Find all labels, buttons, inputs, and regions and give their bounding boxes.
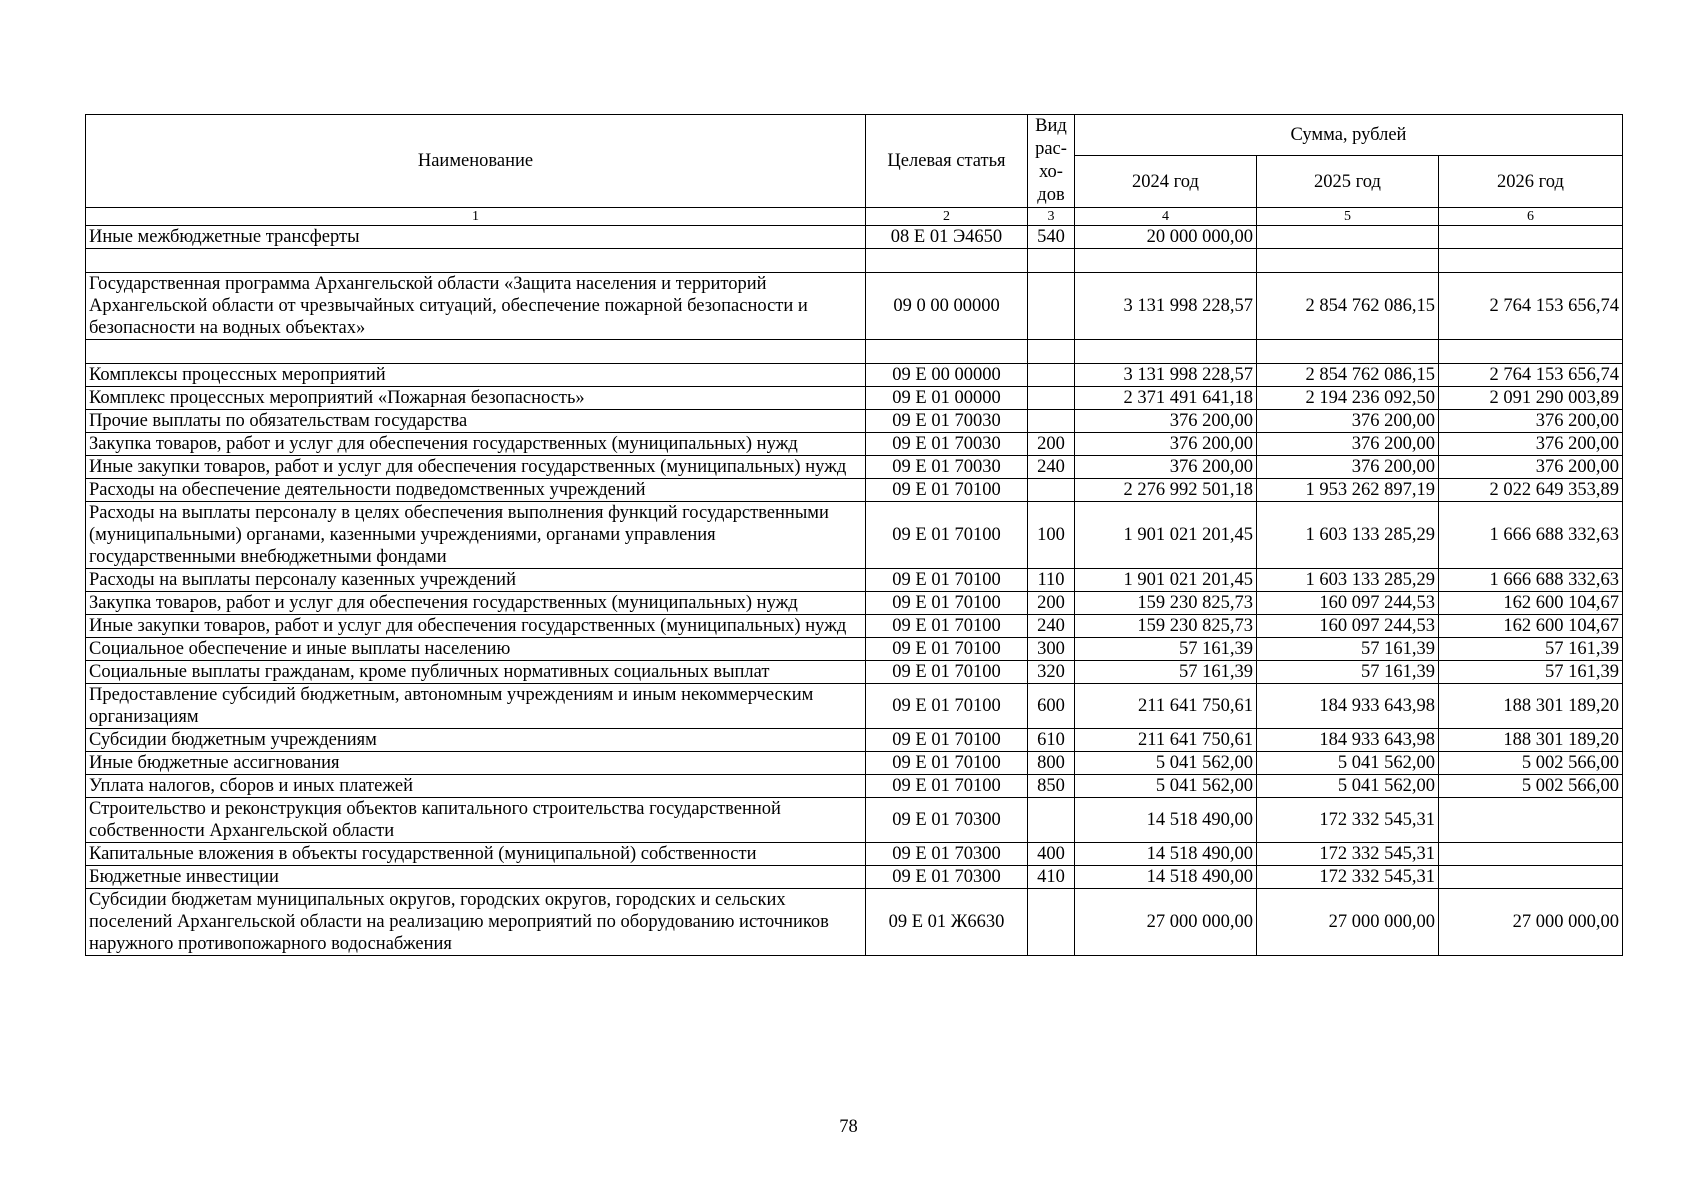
row-sum-2024: 376 200,00 bbox=[1075, 410, 1257, 433]
row-sum-2026: 27 000 000,00 bbox=[1439, 889, 1623, 956]
row-sum-2024 bbox=[1075, 340, 1257, 364]
row-sum-2024: 2 371 491 641,18 bbox=[1075, 387, 1257, 410]
row-sum-2025: 160 097 244,53 bbox=[1257, 615, 1439, 638]
row-expense-kind bbox=[1028, 273, 1075, 340]
row-sum-2025: 376 200,00 bbox=[1257, 433, 1439, 456]
row-sum-2024: 211 641 750,61 bbox=[1075, 684, 1257, 729]
row-sum-2024: 3 131 998 228,57 bbox=[1075, 364, 1257, 387]
row-target-article: 09 Е 01 70100 bbox=[866, 569, 1028, 592]
row-sum-2026 bbox=[1439, 843, 1623, 866]
table-row bbox=[86, 729, 1623, 752]
row-target-article: 09 Е 01 70100 bbox=[866, 502, 1028, 569]
table-row bbox=[86, 410, 1623, 433]
row-expense-kind bbox=[1028, 364, 1075, 387]
header-sum: Сумма, рублей bbox=[1075, 115, 1623, 156]
row-sum-2025: 172 332 545,31 bbox=[1257, 798, 1439, 843]
column-number: 1 bbox=[86, 208, 866, 226]
row-sum-2024: 5 041 562,00 bbox=[1075, 752, 1257, 775]
table-row bbox=[86, 889, 1623, 956]
row-sum-2026: 2 022 649 353,89 bbox=[1439, 479, 1623, 502]
row-name: Уплата налогов, сборов и иных платежей bbox=[86, 775, 866, 798]
header-expense-kind: Вид рас-хо-дов bbox=[1028, 115, 1075, 208]
table-row bbox=[86, 569, 1623, 592]
row-name: Прочие выплаты по обязательствам государства bbox=[86, 410, 866, 433]
spacer-row bbox=[86, 340, 1623, 364]
row-expense-kind: 240 bbox=[1028, 615, 1075, 638]
row-target-article: 09 Е 00 00000 bbox=[866, 364, 1028, 387]
row-sum-2025: 5 041 562,00 bbox=[1257, 752, 1439, 775]
row-name: Закупка товаров, работ и услуг для обеспечения государственных (муниципальных) нужд bbox=[86, 592, 866, 615]
row-target-article: 09 Е 01 70100 bbox=[866, 729, 1028, 752]
row-sum-2025: 172 332 545,31 bbox=[1257, 843, 1439, 866]
table-row bbox=[86, 866, 1623, 889]
row-expense-kind: 320 bbox=[1028, 661, 1075, 684]
row-sum-2024: 57 161,39 bbox=[1075, 638, 1257, 661]
row-sum-2025: 1 603 133 285,29 bbox=[1257, 569, 1439, 592]
row-expense-kind: 300 bbox=[1028, 638, 1075, 661]
row-sum-2024 bbox=[1075, 249, 1257, 273]
row-target-article bbox=[866, 249, 1028, 273]
table-row bbox=[86, 752, 1623, 775]
row-sum-2026: 1 666 688 332,63 bbox=[1439, 502, 1623, 569]
row-expense-kind: 410 bbox=[1028, 866, 1075, 889]
row-target-article: 09 Е 01 70100 bbox=[866, 615, 1028, 638]
row-target-article: 09 Е 01 00000 bbox=[866, 387, 1028, 410]
header-year-2025: 2025 год bbox=[1257, 156, 1439, 208]
table-row bbox=[86, 387, 1623, 410]
row-target-article: 09 Е 01 70100 bbox=[866, 479, 1028, 502]
row-target-article: 09 Е 01 70100 bbox=[866, 775, 1028, 798]
row-sum-2026: 2 764 153 656,74 bbox=[1439, 364, 1623, 387]
row-name: Государственная программа Архангельской области «Защита населения и территорий Архангельской области от чрезвычайных ситуаций, обеспечение пожарной безопасности и безопасности на водных объектах» bbox=[86, 273, 866, 340]
row-sum-2024: 14 518 490,00 bbox=[1075, 798, 1257, 843]
row-name: Расходы на выплаты персоналу в целях обеспечения выполнения функций государственными (муниципальными) органами, казенными учреждениями, органами управления государственными внебюджетными фондами bbox=[86, 502, 866, 569]
row-sum-2024: 159 230 825,73 bbox=[1075, 615, 1257, 638]
row-expense-kind: 400 bbox=[1028, 843, 1075, 866]
row-sum-2024: 5 041 562,00 bbox=[1075, 775, 1257, 798]
table-row bbox=[86, 433, 1623, 456]
column-number: 3 bbox=[1028, 208, 1075, 226]
row-target-article: 09 Е 01 70100 bbox=[866, 684, 1028, 729]
row-sum-2024: 57 161,39 bbox=[1075, 661, 1257, 684]
row-name: Иные межбюджетные трансферты bbox=[86, 226, 866, 249]
budget-table bbox=[85, 114, 1623, 956]
row-sum-2025: 184 933 643,98 bbox=[1257, 729, 1439, 752]
row-sum-2026: 162 600 104,67 bbox=[1439, 615, 1623, 638]
row-target-article: 09 Е 01 70300 bbox=[866, 866, 1028, 889]
row-name: Комплекс процессных мероприятий «Пожарная безопасность» bbox=[86, 387, 866, 410]
row-sum-2025: 376 200,00 bbox=[1257, 456, 1439, 479]
row-sum-2026: 5 002 566,00 bbox=[1439, 775, 1623, 798]
row-expense-kind bbox=[1028, 249, 1075, 273]
row-sum-2025 bbox=[1257, 226, 1439, 249]
row-target-article: 09 Е 01 70100 bbox=[866, 661, 1028, 684]
row-target-article bbox=[866, 340, 1028, 364]
header-year-2024: 2024 год bbox=[1075, 156, 1257, 208]
row-sum-2026: 2 091 290 003,89 bbox=[1439, 387, 1623, 410]
row-expense-kind bbox=[1028, 387, 1075, 410]
row-sum-2026: 162 600 104,67 bbox=[1439, 592, 1623, 615]
row-sum-2025: 57 161,39 bbox=[1257, 638, 1439, 661]
row-sum-2024: 159 230 825,73 bbox=[1075, 592, 1257, 615]
column-number: 6 bbox=[1439, 208, 1623, 226]
table-row bbox=[86, 775, 1623, 798]
column-number: 2 bbox=[866, 208, 1028, 226]
row-sum-2026: 188 301 189,20 bbox=[1439, 684, 1623, 729]
row-expense-kind: 610 bbox=[1028, 729, 1075, 752]
table-row bbox=[86, 364, 1623, 387]
row-target-article: 09 Е 01 70100 bbox=[866, 752, 1028, 775]
row-name: Строительство и реконструкция объектов капитального строительства государственной собственности Архангельской области bbox=[86, 798, 866, 843]
row-name: Закупка товаров, работ и услуг для обеспечения государственных (муниципальных) нужд bbox=[86, 433, 866, 456]
row-name: Расходы на обеспечение деятельности подведомственных учреждений bbox=[86, 479, 866, 502]
row-name: Иные закупки товаров, работ и услуг для обеспечения государственных (муниципальных) нужд bbox=[86, 456, 866, 479]
row-sum-2025: 57 161,39 bbox=[1257, 661, 1439, 684]
table-row bbox=[86, 479, 1623, 502]
row-sum-2026 bbox=[1439, 866, 1623, 889]
row-name: Социальные выплаты гражданам, кроме публичных нормативных социальных выплат bbox=[86, 661, 866, 684]
row-sum-2025 bbox=[1257, 340, 1439, 364]
row-name bbox=[86, 340, 866, 364]
row-expense-kind: 800 bbox=[1028, 752, 1075, 775]
row-target-article: 09 Е 01 70030 bbox=[866, 433, 1028, 456]
table-row bbox=[86, 684, 1623, 729]
row-name: Комплексы процессных мероприятий bbox=[86, 364, 866, 387]
row-sum-2026: 1 666 688 332,63 bbox=[1439, 569, 1623, 592]
page-number: 78 bbox=[839, 1117, 858, 1137]
row-target-article: 09 0 00 00000 bbox=[866, 273, 1028, 340]
row-sum-2026: 376 200,00 bbox=[1439, 410, 1623, 433]
row-sum-2024: 211 641 750,61 bbox=[1075, 729, 1257, 752]
row-name: Расходы на выплаты персоналу казенных учреждений bbox=[86, 569, 866, 592]
row-sum-2025: 5 041 562,00 bbox=[1257, 775, 1439, 798]
row-sum-2025: 27 000 000,00 bbox=[1257, 889, 1439, 956]
row-target-article: 09 Е 01 70100 bbox=[866, 638, 1028, 661]
row-sum-2026: 2 764 153 656,74 bbox=[1439, 273, 1623, 340]
row-sum-2025: 2 854 762 086,15 bbox=[1257, 364, 1439, 387]
row-name: Социальное обеспечение и иные выплаты населению bbox=[86, 638, 866, 661]
row-sum-2024: 14 518 490,00 bbox=[1075, 866, 1257, 889]
header-year-2026: 2026 год bbox=[1439, 156, 1623, 208]
row-sum-2024: 1 901 021 201,45 bbox=[1075, 569, 1257, 592]
row-name: Иные бюджетные ассигнования bbox=[86, 752, 866, 775]
spacer-row bbox=[86, 249, 1623, 273]
row-target-article: 09 Е 01 70030 bbox=[866, 456, 1028, 479]
table-row bbox=[86, 661, 1623, 684]
row-name: Бюджетные инвестиции bbox=[86, 866, 866, 889]
row-name: Субсидии бюджетам муниципальных округов, городских округов, городских и сельских поселений Архангельской области на реализацию мероприятий по оборудованию источников наружного противопожарного водоснабжения bbox=[86, 889, 866, 956]
row-sum-2025: 1 953 262 897,19 bbox=[1257, 479, 1439, 502]
row-sum-2025: 2 194 236 092,50 bbox=[1257, 387, 1439, 410]
column-number: 4 bbox=[1075, 208, 1257, 226]
row-expense-kind: 200 bbox=[1028, 433, 1075, 456]
row-expense-kind: 110 bbox=[1028, 569, 1075, 592]
row-sum-2024: 1 901 021 201,45 bbox=[1075, 502, 1257, 569]
table-body bbox=[86, 226, 1623, 956]
row-sum-2025 bbox=[1257, 249, 1439, 273]
table-row bbox=[86, 615, 1623, 638]
table-row bbox=[86, 226, 1623, 249]
table-row bbox=[86, 638, 1623, 661]
table-row bbox=[86, 798, 1623, 843]
row-sum-2024: 376 200,00 bbox=[1075, 456, 1257, 479]
table-row bbox=[86, 502, 1623, 569]
row-sum-2026 bbox=[1439, 340, 1623, 364]
row-expense-kind: 200 bbox=[1028, 592, 1075, 615]
table-row bbox=[86, 843, 1623, 866]
row-sum-2024: 2 276 992 501,18 bbox=[1075, 479, 1257, 502]
row-sum-2026: 57 161,39 bbox=[1439, 661, 1623, 684]
table-row bbox=[86, 273, 1623, 340]
column-number: 5 bbox=[1257, 208, 1439, 226]
row-name: Субсидии бюджетным учреждениям bbox=[86, 729, 866, 752]
table-row bbox=[86, 456, 1623, 479]
row-sum-2026: 5 002 566,00 bbox=[1439, 752, 1623, 775]
header-target-article: Целевая статья bbox=[866, 115, 1028, 208]
column-number-row bbox=[86, 208, 1623, 226]
row-target-article: 09 Е 01 70300 bbox=[866, 798, 1028, 843]
row-target-article: 08 Е 01 Э4650 bbox=[866, 226, 1028, 249]
row-expense-kind bbox=[1028, 410, 1075, 433]
row-name: Иные закупки товаров, работ и услуг для обеспечения государственных (муниципальных) нужд bbox=[86, 615, 866, 638]
row-expense-kind: 540 bbox=[1028, 226, 1075, 249]
row-expense-kind bbox=[1028, 479, 1075, 502]
row-target-article: 09 Е 01 70300 bbox=[866, 843, 1028, 866]
row-sum-2025: 160 097 244,53 bbox=[1257, 592, 1439, 615]
row-sum-2026: 376 200,00 bbox=[1439, 456, 1623, 479]
row-expense-kind: 100 bbox=[1028, 502, 1075, 569]
row-expense-kind bbox=[1028, 340, 1075, 364]
row-sum-2025: 2 854 762 086,15 bbox=[1257, 273, 1439, 340]
row-expense-kind: 240 bbox=[1028, 456, 1075, 479]
row-sum-2026: 188 301 189,20 bbox=[1439, 729, 1623, 752]
row-expense-kind: 600 bbox=[1028, 684, 1075, 729]
row-sum-2024: 3 131 998 228,57 bbox=[1075, 273, 1257, 340]
row-sum-2024: 20 000 000,00 bbox=[1075, 226, 1257, 249]
row-sum-2026 bbox=[1439, 226, 1623, 249]
row-sum-2024: 14 518 490,00 bbox=[1075, 843, 1257, 866]
row-sum-2026: 57 161,39 bbox=[1439, 638, 1623, 661]
row-expense-kind bbox=[1028, 798, 1075, 843]
table-row bbox=[86, 592, 1623, 615]
row-name: Предоставление субсидий бюджетным, автономным учреждениям и иным некоммерческим организациям bbox=[86, 684, 866, 729]
row-name: Капитальные вложения в объекты государственной (муниципальной) собственности bbox=[86, 843, 866, 866]
row-sum-2024: 27 000 000,00 bbox=[1075, 889, 1257, 956]
row-expense-kind bbox=[1028, 889, 1075, 956]
header-name: Наименование bbox=[86, 115, 866, 208]
row-sum-2026: 376 200,00 bbox=[1439, 433, 1623, 456]
row-sum-2025: 1 603 133 285,29 bbox=[1257, 502, 1439, 569]
row-name bbox=[86, 249, 866, 273]
row-target-article: 09 Е 01 70100 bbox=[866, 592, 1028, 615]
row-sum-2024: 376 200,00 bbox=[1075, 433, 1257, 456]
row-sum-2025: 184 933 643,98 bbox=[1257, 684, 1439, 729]
row-sum-2025: 172 332 545,31 bbox=[1257, 866, 1439, 889]
row-expense-kind: 850 bbox=[1028, 775, 1075, 798]
row-target-article: 09 Е 01 70030 bbox=[866, 410, 1028, 433]
row-sum-2026 bbox=[1439, 798, 1623, 843]
row-sum-2025: 376 200,00 bbox=[1257, 410, 1439, 433]
row-sum-2026 bbox=[1439, 249, 1623, 273]
table-header bbox=[86, 115, 1623, 226]
row-target-article: 09 Е 01 Ж6630 bbox=[866, 889, 1028, 956]
